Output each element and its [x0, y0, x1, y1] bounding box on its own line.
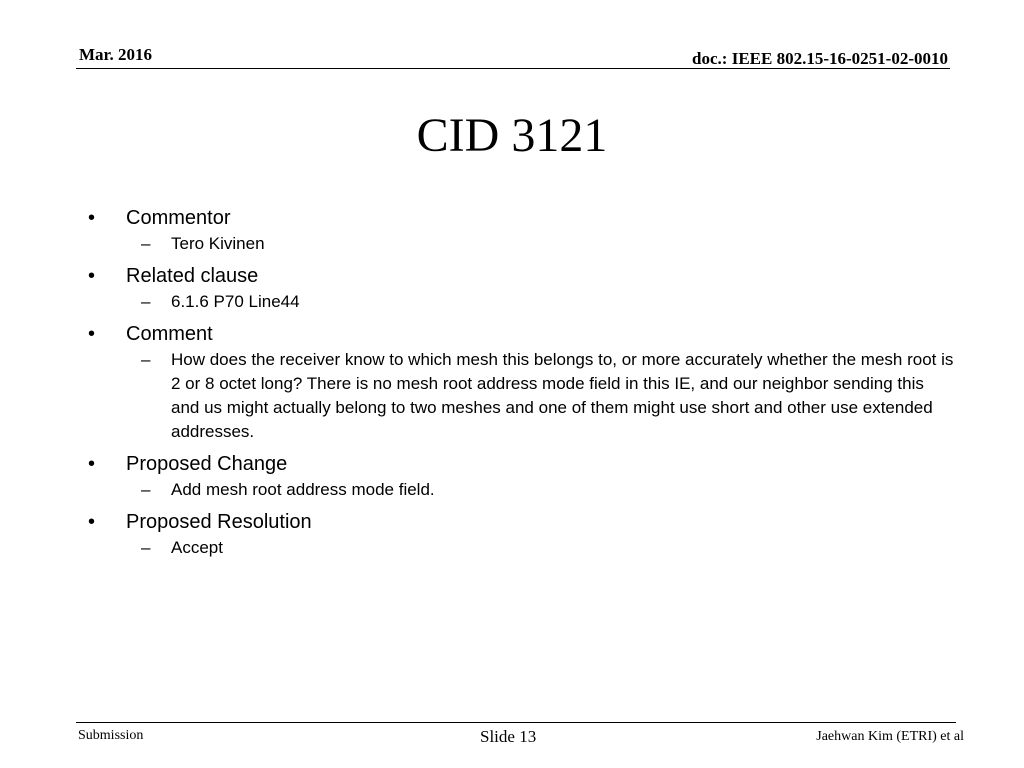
bullet-proposed-resolution — [86, 508, 956, 536]
sub-bullet-dash: – — [141, 538, 151, 557]
bullet-commentor — [86, 204, 956, 232]
header-divider — [76, 68, 950, 69]
sub-bullet-dash: – — [141, 480, 151, 499]
footer-slide-number: Slide 13 — [480, 727, 537, 746]
sub-bullet-change-text — [86, 478, 956, 502]
sub-bullet-clause-ref — [86, 290, 956, 314]
slide-title: CID 3121 — [416, 109, 608, 162]
sub-bullet-dash: – — [141, 350, 151, 369]
sub-bullet-dash: – — [141, 234, 151, 253]
bullet-related-clause — [86, 262, 956, 290]
sub-bullet-dash: – — [141, 292, 151, 311]
bullet-comment — [86, 320, 956, 348]
sub-bullet-text: Accept — [171, 538, 223, 557]
footer-divider — [76, 722, 956, 723]
sub-bullet-text: How does the receiver know to which mesh this belongs to, or more accurately whether the mesh root is 2 or 8 octet long? There is no mesh root address mode field in this IE, and our neighbor sending this and us might actually belong to two meshes and one of them might use short and other use extended addresses. — [171, 350, 954, 441]
bullet-proposed-change — [86, 450, 956, 478]
bullet-dot: • — [88, 207, 96, 229]
sub-bullet-text: 6.1.6 P70 Line44 — [171, 292, 300, 311]
bullet-label: Proposed Resolution — [126, 511, 312, 533]
bullet-label: Commentor — [126, 207, 231, 229]
bullet-label: Related clause — [126, 265, 259, 287]
sub-bullet-commentor-name — [86, 232, 956, 256]
sub-bullet-comment-text — [86, 348, 956, 444]
header-date: Mar. 2016 — [79, 45, 153, 64]
bullet-dot: • — [88, 453, 96, 475]
bullet-label: Proposed Change — [126, 453, 288, 475]
slide-body — [86, 204, 956, 560]
footer-author: Jaehwan Kim (ETRI) et al — [816, 729, 964, 744]
bullet-dot: • — [88, 323, 96, 345]
bullet-dot: • — [88, 511, 96, 533]
footer-submission: Submission — [78, 728, 144, 743]
sub-bullet-resolution-text — [86, 536, 956, 560]
header-doc-id: doc.: IEEE 802.15-16-0251-02-0010 — [692, 49, 948, 68]
sub-bullet-text: Add mesh root address mode field. — [171, 480, 435, 499]
sub-bullet-text: Tero Kivinen — [171, 234, 265, 253]
bullet-dot: • — [88, 265, 96, 287]
bullet-label: Comment — [126, 323, 213, 345]
